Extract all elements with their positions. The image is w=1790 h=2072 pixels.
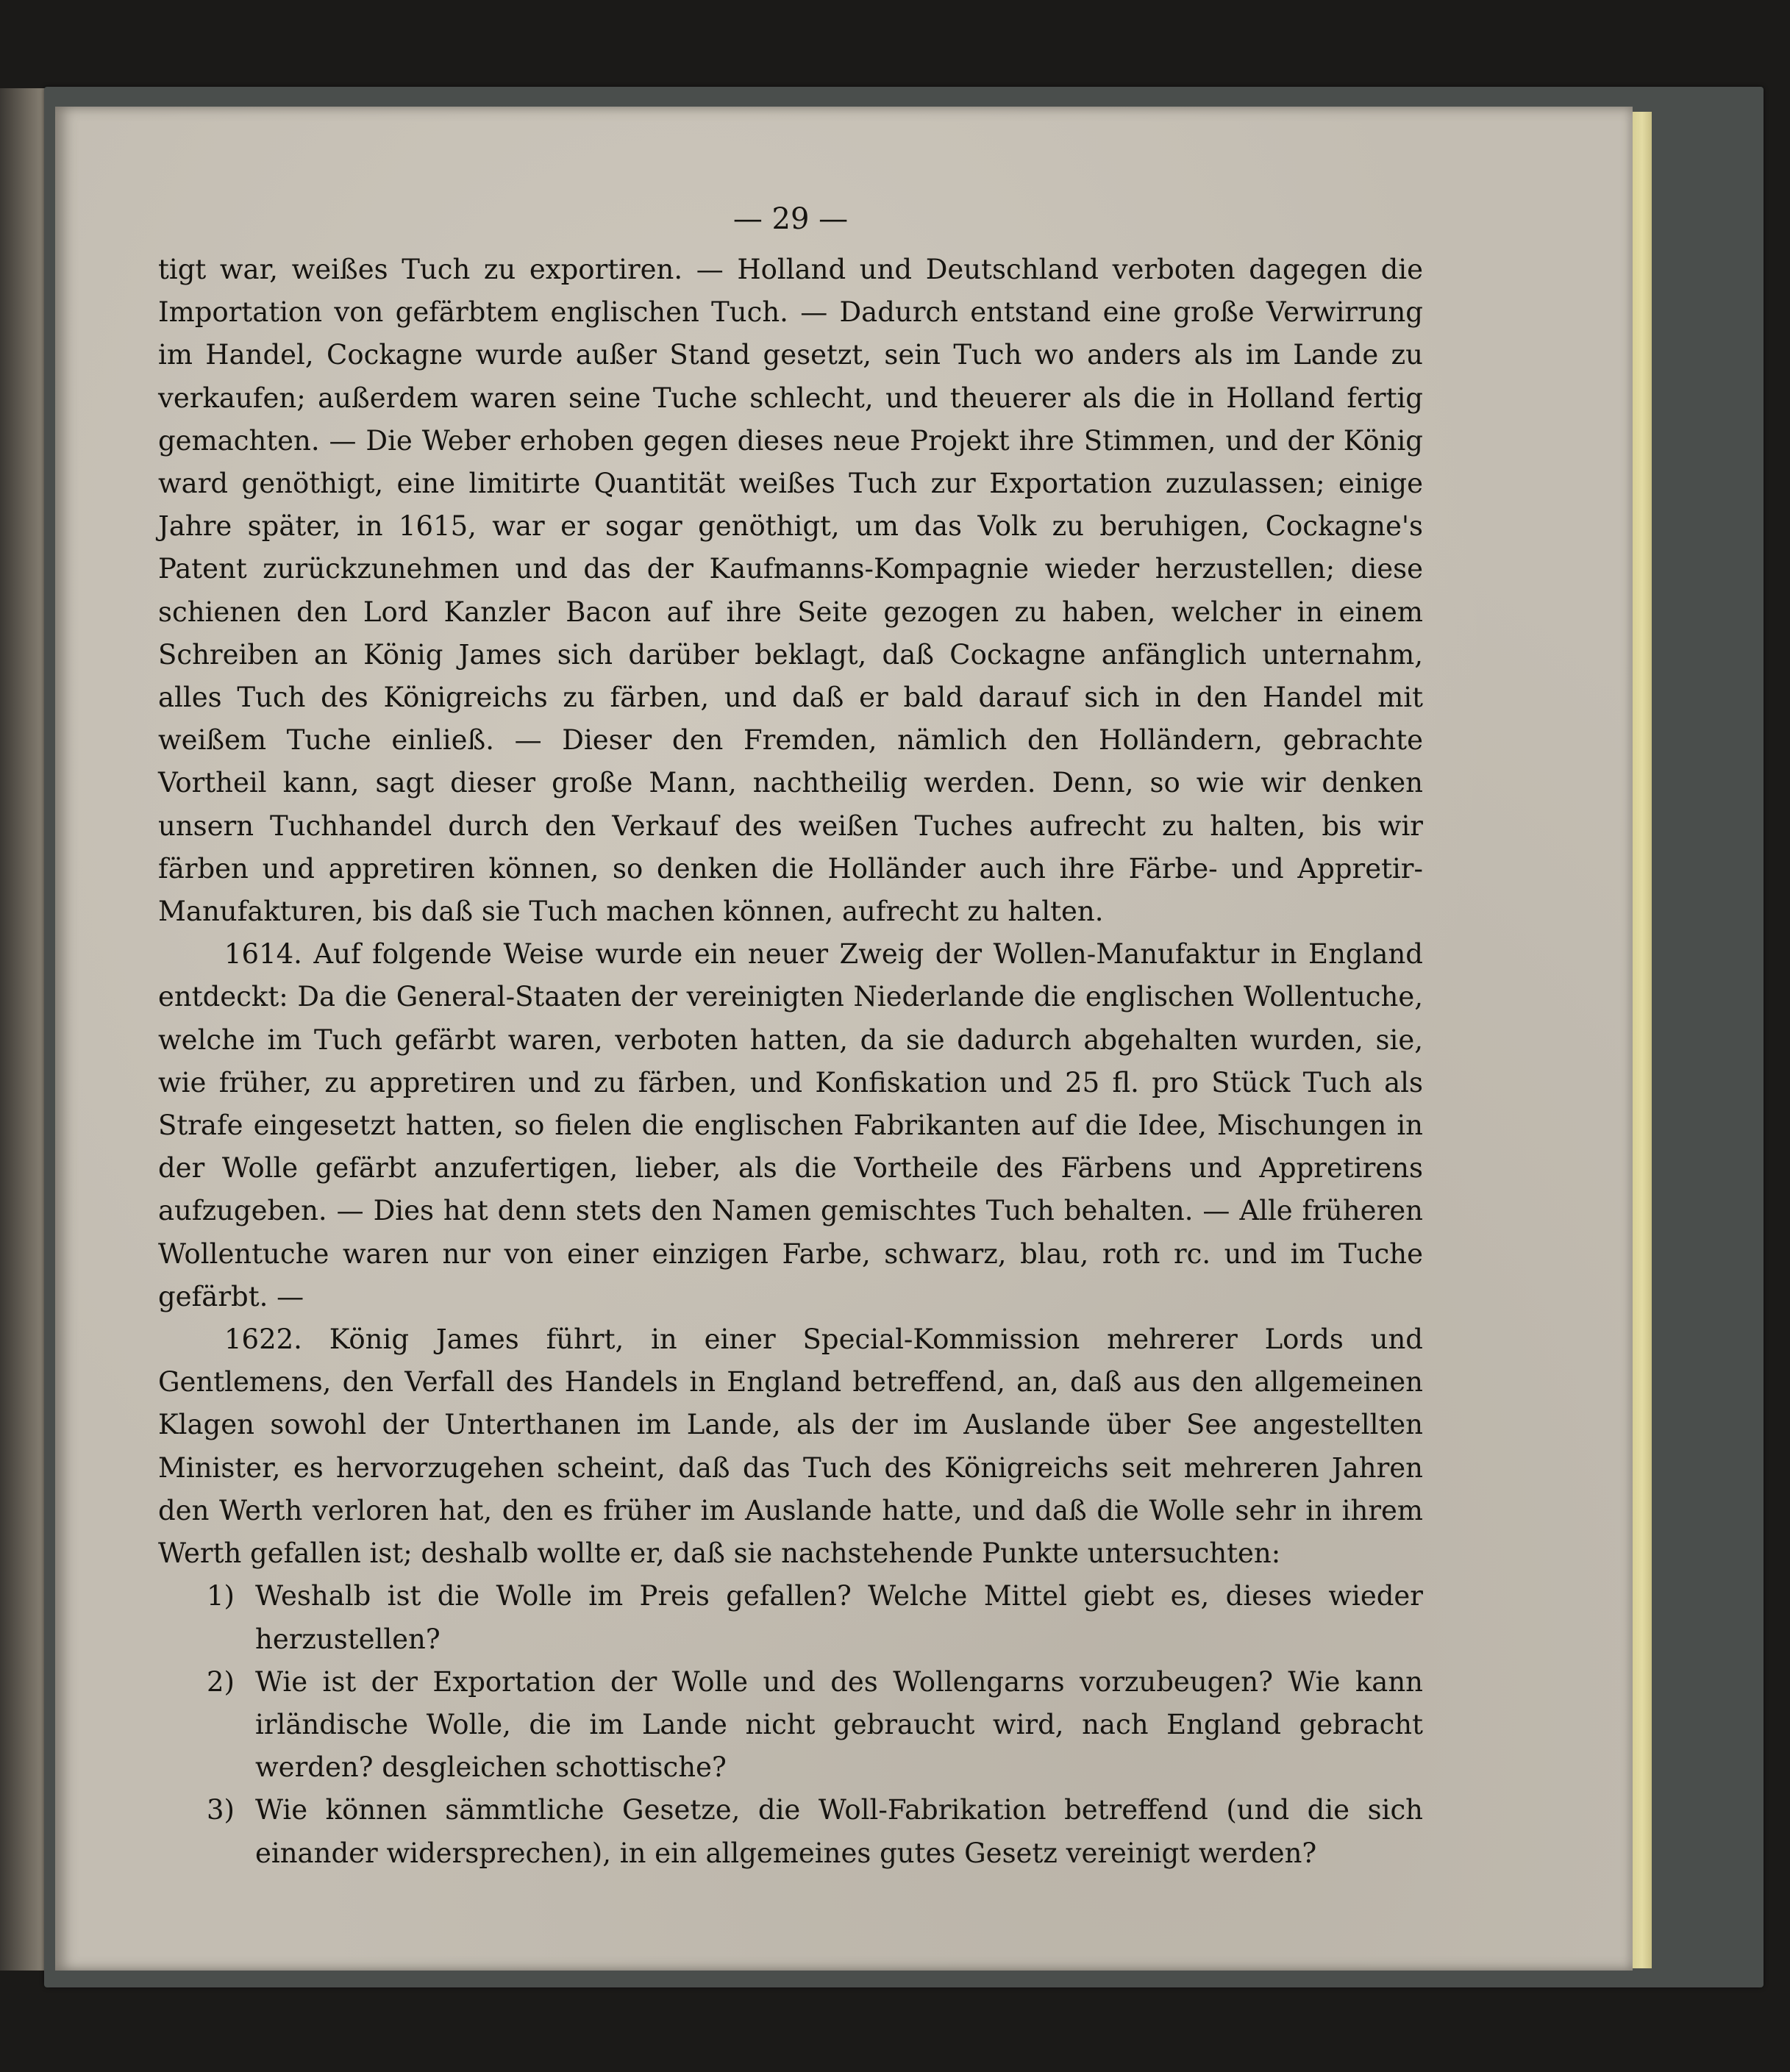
list-item — [158, 1661, 1423, 1790]
paragraph-continued: tigt war, weißes Tuch zu exportiren. — Holland und Deutschland verboten dagegen die Importation von gefärbtem englischen Tuch. — Dadurch entstand eine große Verwirrung im Handel, Cockagne wurde außer Stand gesetzt, sein Tuch wo anders als im Lande zu verkaufen; außerdem waren seine Tuche schlecht, und theuerer als die in Holland fertig gemachten. — Die Weber erhoben gegen dieses neue Projekt ihre Stimmen, und der König ward genöthigt, eine limitirte Quantität weißes Tuch zur Exportation zuzulassen; einige Jahre später, in 1615, war er sogar genöthigt, um das Volk zu beruhigen, Cockagne's Patent zurückzunehmen und das der Kaufmanns-Kompagnie wieder herzustellen; diese schienen den Lord Kanzler Bacon auf ihre Seite gezogen zu haben, welcher in einem Schreiben an König James sich darüber beklagt, daß Cockagne anfänglich unternahm, alles Tuch des Königreichs zu färben, und daß er bald darauf sich in den Handel mit weißem Tuche einließ. — Dieser den Fremden, nämlich den Holländern, gebrachte Vortheil kann, sagt dieser große Mann, nachtheilig werden. Denn, so wie wir denken unsern Tuchhandel durch den Verkauf des weißen Tuches aufrecht zu halten, bis wir färben und appretiren können, so denken die Holländer auch ihre Färbe- und Appretir-Manufakturen, bis daß sie Tuch machen können, aufrecht zu halten. — [158, 254, 1423, 928]
list-item-text: Wie ist der Exportation der Wolle und des Wollengarns vorzubeugen? Wie kann irländische Wolle, die im Lande nicht gebraucht wird, nach England gebracht werden? desgleichen schottische? — [255, 1665, 1423, 1784]
paragraph-1614: 1614. Auf folgende Weise wurde ein neuer Zweig der Wollen-Manufaktur in England entdeckt: Da die General-Staaten der vereinigten Niederlande die englischen Wollentuche, welche im Tuch gefärbt waren, verboten hatten, da sie dadurch abgehalten wurden, sie, wie früher, zu appretiren und zu färben, und Konfiskation und 25 fl. pro Stück Tuch als Strafe eingesetzt hatten, so fielen die englischen Fabrikanten auf die Idee, Mischungen in der Wolle gefärbt anzufertigen, lieber, als die Vortheile des Färbens und Appretirens aufzugeben. — Dies hat denn stets den Namen gemischtes Tuch behalten. — Alle früheren Wollentuche waren nur von einer einzigen Farbe, schwarz, blau, roth rc. und im Tuche gefärbt. — — [158, 938, 1423, 1312]
list-item-number: 1) — [207, 1580, 235, 1612]
previous-page-edge — [0, 88, 46, 1971]
list-item — [158, 1789, 1423, 1874]
paragraph-1622: 1622. König James führt, in einer Special-Kommission mehrerer Lords und Gentlemens, den Verfall des Handels in England betreffend, an, daß aus den allgemeinen Klagen sowohl der Unterthanen im Lande, als der im Auslande über See angestellten Minister, es hervorzugehen scheint, daß das Tuch des Königreichs seit mehreren Jahren den Werth verloren hat, den es früher im Auslande hatte, und daß die Wolle sehr in ihrem Werth gefallen ist; deshalb wollte er, daß sie nachstehende Punkte untersuchten: — [158, 1323, 1423, 1570]
page-content — [158, 197, 1423, 1875]
list-item-text: Weshalb ist die Wolle im Preis gefallen? Welche Mittel giebt es, dieses wieder herzustellen? — [255, 1580, 1423, 1655]
list-item-number: 3) — [207, 1794, 235, 1826]
page-block-edge — [1633, 112, 1652, 1968]
page-number: — 29 — — [732, 202, 849, 236]
body-text — [158, 249, 1423, 1875]
list-item — [158, 1575, 1423, 1660]
list-item-text: Wie können sämmtliche Gesetze, die Woll-Fabrikation betreffend (und die sich einander widersprechen), in ein allgemeines gutes Gesetz vereinigt werden? — [255, 1794, 1423, 1869]
list-item-number: 2) — [207, 1665, 235, 1698]
